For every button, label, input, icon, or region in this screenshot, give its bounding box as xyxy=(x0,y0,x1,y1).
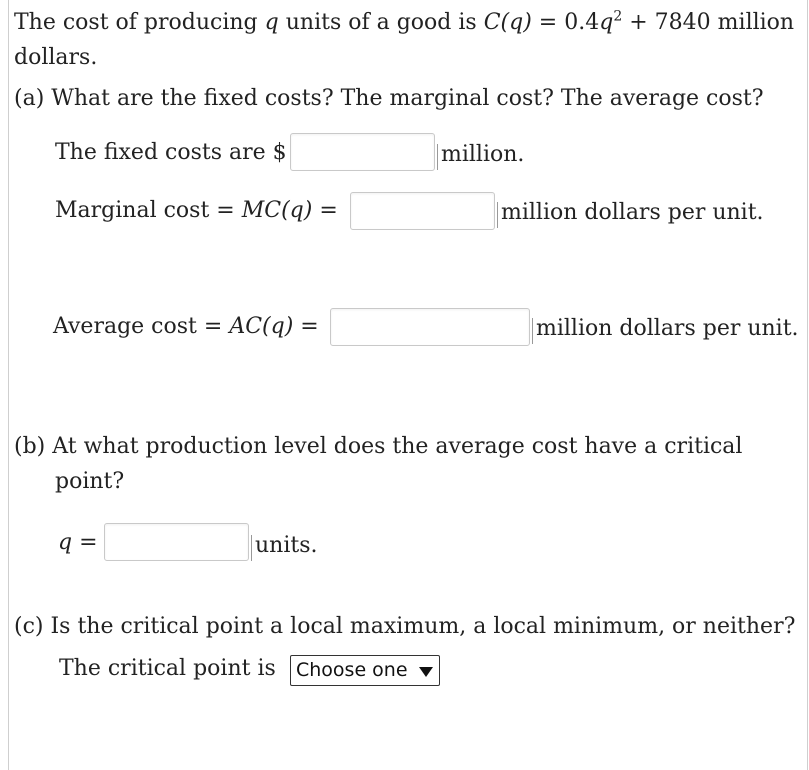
cost-function-rhs xyxy=(564,10,710,35)
intro-text-3: million xyxy=(717,10,795,35)
average-cost-equals-2: = xyxy=(300,314,319,339)
cost-constant: + 7840 xyxy=(622,10,711,35)
average-cost-unit: million dollars per unit. xyxy=(536,316,799,341)
q-label xyxy=(58,530,98,556)
part-b-question-line-2: point? xyxy=(55,469,125,494)
marginal-cost-equals-2: = xyxy=(319,198,338,223)
marginal-cost-unit: million dollars per unit. xyxy=(501,200,764,225)
q-label-equals: = xyxy=(79,530,98,555)
average-cost-text: Average cost xyxy=(53,314,197,339)
part-a-question: (a) What are the fixed costs? The marginal cost? The average cost? xyxy=(14,86,764,111)
fixed-costs-label: The fixed costs are $ xyxy=(55,140,287,165)
critical-point-q-input[interactable] xyxy=(104,523,249,561)
cost-exponent: 2 xyxy=(613,8,623,25)
marginal-cost-text: Marginal cost xyxy=(55,198,210,223)
cost-function-lhs: C(q) xyxy=(483,10,532,35)
average-cost-label xyxy=(53,314,319,340)
critical-point-select[interactable] xyxy=(290,655,440,686)
part-b-question-line-1: (b) At what production level does the average cost have a critical xyxy=(14,434,743,459)
triangle-down-icon xyxy=(419,667,433,677)
marginal-cost-label xyxy=(55,198,338,224)
cost-q-variable: q xyxy=(599,10,614,35)
average-cost-function: AC(q) xyxy=(229,314,294,339)
q-unit: units. xyxy=(255,533,318,558)
marginal-cost-input[interactable] xyxy=(350,192,495,230)
intro-text-2: units of a good is xyxy=(285,10,477,35)
cost-coefficient: 0.4 xyxy=(564,10,600,35)
q-variable: q xyxy=(264,10,279,35)
part-c-question: (c) Is the critical point a local maximum, a local minimum, or neither? xyxy=(14,614,796,639)
marginal-cost-equals-1: = xyxy=(216,198,235,223)
critical-point-select-value: Choose one xyxy=(296,659,408,681)
problem-statement-line-2: dollars. xyxy=(14,45,98,70)
q-label-variable: q xyxy=(58,530,73,555)
problem-statement-line-1 xyxy=(14,10,794,36)
average-cost-input[interactable] xyxy=(330,308,530,346)
average-cost-equals-1: = xyxy=(203,314,223,339)
equals-sign: = xyxy=(538,10,558,35)
intro-text-1: The cost of producing xyxy=(14,10,258,35)
fixed-costs-unit: million. xyxy=(441,142,525,167)
marginal-cost-function: MC(q) xyxy=(241,198,313,223)
critical-point-label: The critical point is xyxy=(59,656,276,681)
fixed-costs-input[interactable] xyxy=(290,133,435,171)
